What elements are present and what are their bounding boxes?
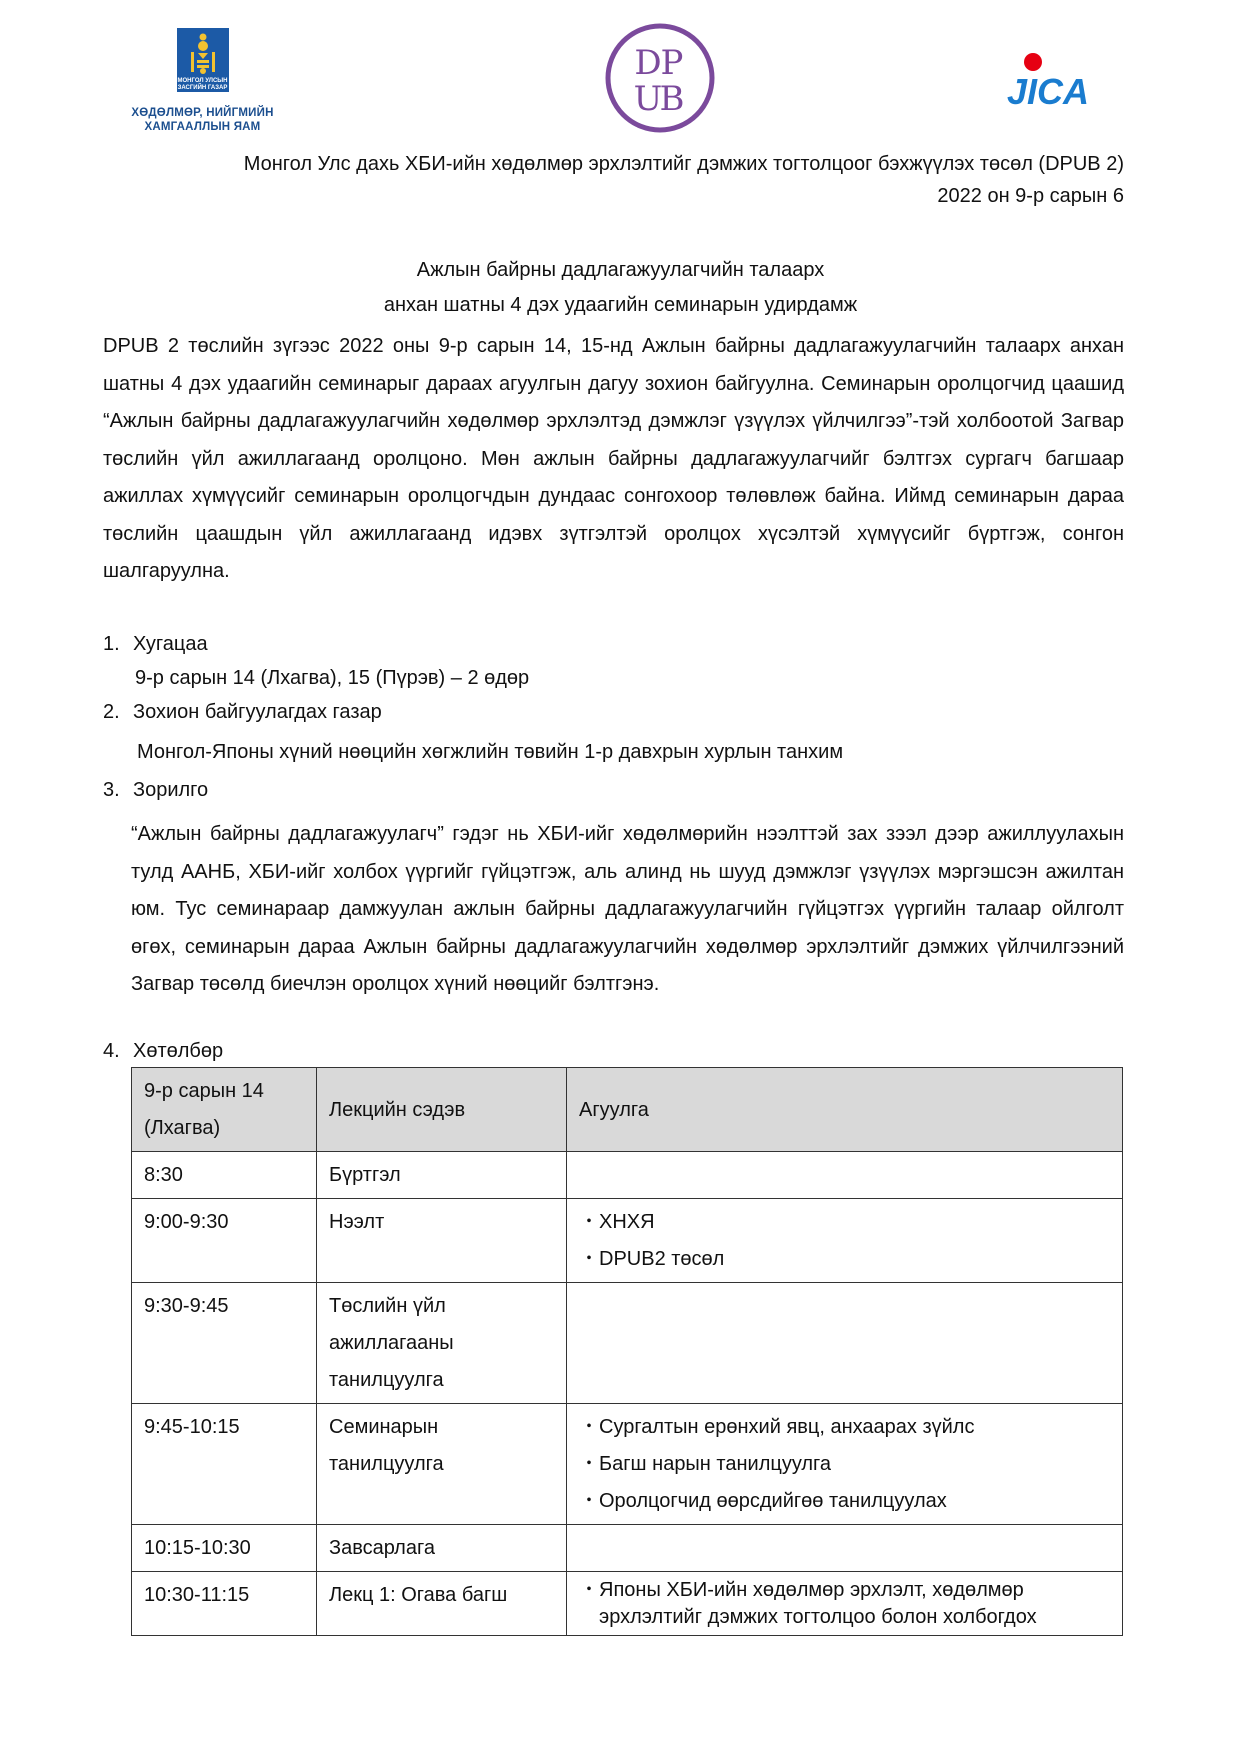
list-item-text: Оролцогчид өөрсдийгөө танилцуулах bbox=[599, 1490, 947, 1512]
bullet-icon: ・ bbox=[579, 1211, 599, 1233]
table-row bbox=[132, 1283, 1123, 1404]
row-topic: Нээлт bbox=[317, 1199, 567, 1283]
header-date: 9-р сарын 14 (Лхагва) bbox=[132, 1068, 317, 1152]
dpub-letter-p: P bbox=[660, 43, 684, 83]
row-time: 10:15-10:30 bbox=[132, 1525, 317, 1572]
list-item bbox=[579, 1241, 1110, 1278]
section-number: 3. bbox=[103, 779, 120, 801]
row-content bbox=[567, 1572, 1123, 1636]
row-topic: Бүртгэл bbox=[317, 1152, 567, 1199]
section-4-heading bbox=[103, 1037, 223, 1065]
row-topic: Төслийн үйл ажиллагааны танилцуулга bbox=[317, 1283, 567, 1404]
bullet-icon: ・ bbox=[579, 1490, 599, 1512]
section-1-body: 9-р сарын 14 (Лхагва), 15 (Пүрэв) – 2 өдөр bbox=[135, 667, 530, 689]
header-topic: Лекцийн сэдэв bbox=[317, 1068, 567, 1152]
document-title-line2: анхан шатны 4 дэх удаагийн семинарын удирдамж bbox=[383, 294, 858, 316]
table-row bbox=[132, 1152, 1123, 1199]
dpub-letter-u: U bbox=[633, 79, 663, 119]
list-item-text: Японы ХБИ-ийн хөдөлмөр эрхлэлт, хөдөлмөр эрхлэлтийг дэмжих тогтолцоо болон холбогдох bbox=[599, 1579, 1037, 1628]
section-2-body: Монгол-Японы хүний нөөцийн хөгжлийн төвийн 1-р давхрын хурлын танхим bbox=[137, 741, 844, 763]
list-item bbox=[579, 1409, 1110, 1446]
schedule-table bbox=[131, 1067, 1123, 1636]
document-title-line1: Ажлын байрны дадлагажуулагчийн талаарх bbox=[416, 259, 825, 281]
dpub-letter-d: D bbox=[634, 43, 662, 83]
bullet-icon: ・ bbox=[579, 1453, 599, 1475]
document-date: 2022 он 9-р сарын 6 bbox=[937, 185, 1124, 207]
table-header-row bbox=[132, 1068, 1123, 1152]
row-time: 10:30-11:15 bbox=[132, 1572, 317, 1636]
list-item-text: ХНХЯ bbox=[599, 1211, 655, 1233]
list-item-text: Сургалтын ерөнхий явц, анхаарах зүйлс bbox=[599, 1416, 975, 1438]
section-number: 2. bbox=[103, 701, 120, 723]
row-time: 9:45-10:15 bbox=[132, 1404, 317, 1525]
section-number: 4. bbox=[103, 1040, 120, 1062]
list-item-text: DPUB2 төсөл bbox=[599, 1248, 725, 1270]
row-topic: Завсарлага bbox=[317, 1525, 567, 1572]
bullet-icon: ・ bbox=[579, 1579, 599, 1601]
row-content bbox=[567, 1404, 1123, 1525]
intro-paragraph: DPUB 2 төслийн зүгээс 2022 оны 9-р сарын 14, 15-нд Ажлын байрны дадлагажуулагчийн талаарх анхан шатны 4 дэх удаагийн семинарыг дараах агуулгын дагуу зохион байгуулна. Семинарын оролцогчид цаашид “Ажлын байрны дадлагажуулагчийн хөдөлмөр эрхлэлтэд дэмжлэг үзүүлэх үйлчилгээ”-тэй холбоотой Загвар төслийн үйл ажиллагаанд оролцоно. Мөн ажлын байрны дадлагажуулагчийг бэлтгэх сургагч багшаар ажиллах хүмүүсийг семинарын оролцогчдын дундаас сонгохоор төлөвлөж байна. Иймд семинарын дараа төслийн цаашдын үйл ажиллагаанд идэвх зүтгэлтэй оролцох хүсэлтэй хүмүүсийг бүртгэж, сонгон шалгаруулна. bbox=[103, 335, 1124, 582]
section-1-heading bbox=[103, 630, 208, 658]
section-heading-text: Зохион байгуулагдах газар bbox=[133, 701, 382, 723]
row-time: 9:30-9:45 bbox=[132, 1283, 317, 1404]
table-row bbox=[132, 1199, 1123, 1283]
section-2-heading bbox=[103, 698, 382, 726]
row-content bbox=[567, 1525, 1123, 1572]
section-heading-text: Хугацаа bbox=[133, 633, 208, 655]
section-number: 1. bbox=[103, 633, 120, 655]
row-topic: Семинарын танилцуулга bbox=[317, 1404, 567, 1525]
header-content: Агуулга bbox=[567, 1068, 1123, 1152]
list-item bbox=[579, 1577, 1110, 1631]
table-row bbox=[132, 1404, 1123, 1525]
section-heading-text: Зорилго bbox=[133, 779, 209, 801]
row-time: 9:00-9:30 bbox=[132, 1199, 317, 1283]
table-row bbox=[132, 1572, 1123, 1636]
ministry-name-line2: ХАМГААЛЛЫН ЯАМ bbox=[144, 121, 261, 133]
list-item-text: Багш нарын танилцуулга bbox=[599, 1453, 832, 1475]
section-3-heading bbox=[103, 776, 208, 804]
project-name: Монгол Улс дахь ХБИ-ийн хөдөлмөр эрхлэлтийг дэмжих тогтолцоог бэхжүүлэх төсөл (DPUB 2) bbox=[243, 153, 1124, 175]
jica-wordmark: JICA bbox=[1007, 71, 1090, 110]
section-3-body: “Ажлын байрны дадлагажуулагч” гэдэг нь ХБИ-ийг хөдөлмөрийн нээлттэй зах зээл дээр ажиллуулахын тулд ААНБ, ХБИ-ийг холбох үүргийг гүйцэтгэж, аль алинд нь шууд дэмжлэг үзүүлэх мэргэшсэн ажилтан юм. Тус семинараар дамжуулан ажлын байрны дадлагажуулагчийн гүйцэтгэх үүргийн талаар ойлголт өгөх, семинарын дараа Ажлын байрны дадлагажуулагчийн хөдөлмөр эрхлэлтийг дэмжих үйлчилгээний Загвар төсөлд биечлэн оролцох хүний нөөцийг бэлтгэнэ. bbox=[131, 823, 1124, 995]
dpub-logo bbox=[604, 22, 716, 134]
dpub-letter-b: B bbox=[659, 79, 685, 119]
row-time: 8:30 bbox=[132, 1152, 317, 1199]
list-item bbox=[579, 1446, 1110, 1483]
government-caption bbox=[177, 78, 229, 92]
bullet-icon: ・ bbox=[579, 1416, 599, 1438]
government-caption-line1: МОНГОЛ УЛСЫН bbox=[177, 78, 228, 84]
row-content bbox=[567, 1199, 1123, 1283]
list-item bbox=[579, 1483, 1110, 1520]
row-topic: Лекц 1: Огава багш bbox=[317, 1572, 567, 1636]
ministry-logo bbox=[120, 28, 285, 138]
row-content bbox=[567, 1283, 1123, 1404]
bullet-icon: ・ bbox=[579, 1248, 599, 1270]
jica-logo bbox=[1005, 48, 1105, 110]
row-content bbox=[567, 1152, 1123, 1199]
ministry-name-line1: ХӨДӨЛМӨР, НИЙГМИЙН bbox=[131, 107, 274, 119]
table-row bbox=[132, 1525, 1123, 1572]
list-item bbox=[579, 1204, 1110, 1241]
government-caption-line2: ЗАСГИЙН ГАЗАР bbox=[177, 85, 228, 91]
section-heading-text: Хөтөлбөр bbox=[133, 1040, 224, 1062]
